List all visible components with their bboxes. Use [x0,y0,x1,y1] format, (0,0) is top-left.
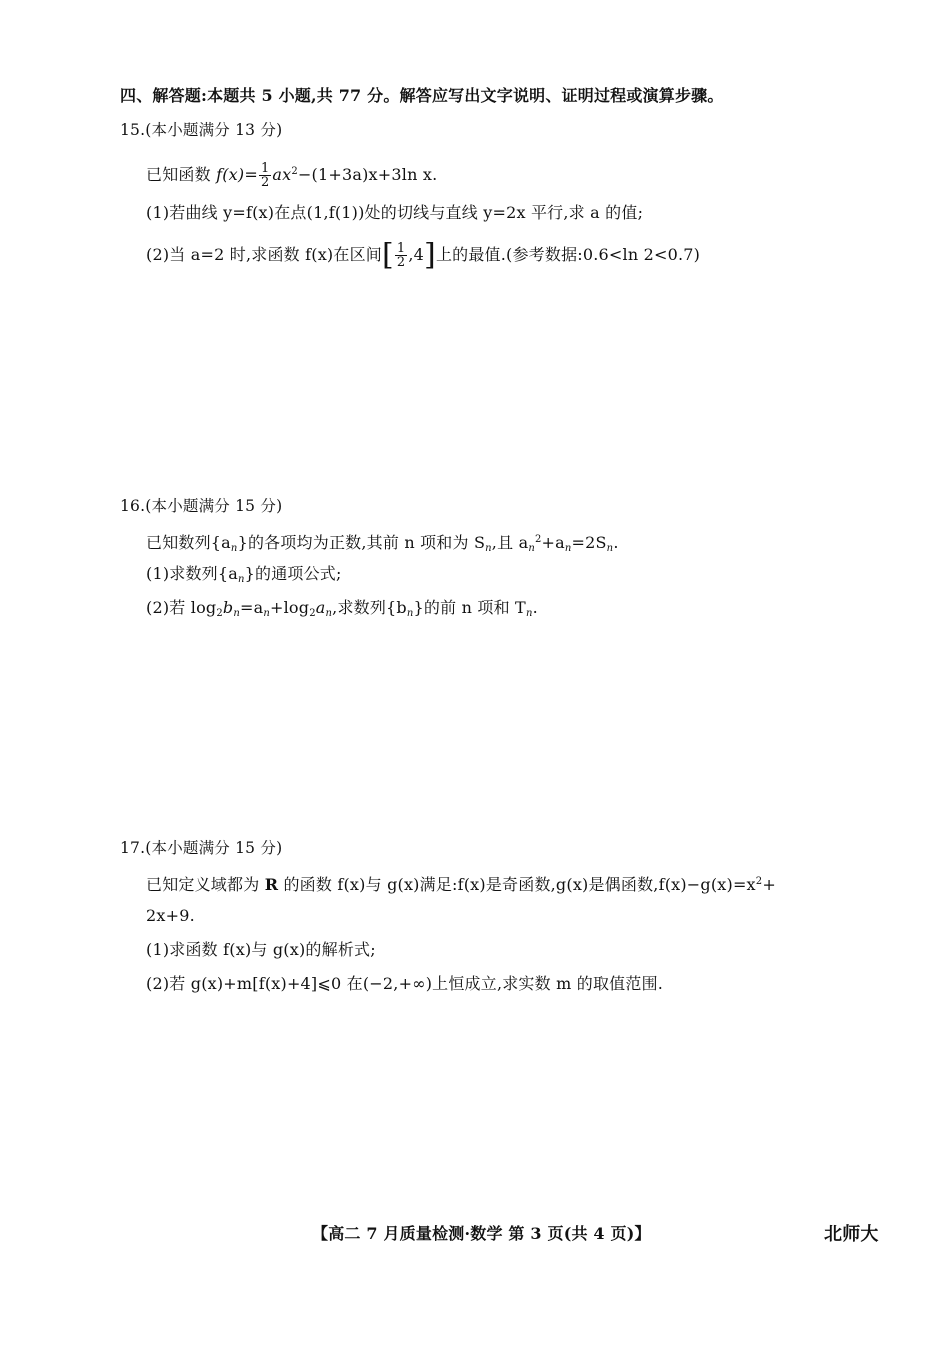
q17-stem-b: 的函数 f(x)与 g(x)满足:f(x)是奇函数,g(x)是偶函数,f(x)−g(x)=x [278,875,756,894]
q15-stem-fx: f(x) [216,165,245,184]
q17-stem-a: 已知定义域都为 [146,875,265,894]
q15-stem-ax: ax [272,165,292,184]
q15-part2-mid: ,4 [408,245,425,264]
q15-part2-left-bracket: [ [381,237,394,273]
q16-part2-n3: n [325,608,333,619]
q16-part2-n2: n [263,608,270,619]
q15-stem-frac-num: 1 [260,161,270,176]
q16-stem [146,528,619,561]
q15-stem-eq: = [244,165,258,184]
q17-part1: (1)求函数 f(x)与 g(x)的解析式; [146,940,376,959]
q15-stem-frac-den: 2 [260,175,270,190]
q16-stem-n2: n [485,543,492,554]
q15-part2 [146,237,701,273]
q16-part2-c: =a [240,598,264,617]
q16-part2-e: a [315,598,326,617]
q16-stem-e: =2S [571,533,607,552]
q16-stem-n3: n [528,543,535,554]
q16-stem-f: . [613,533,619,552]
q16-part2-n4: n [406,608,414,619]
q16-part2-f: ,求数列{b [332,598,407,617]
q15-part1: (1)若曲线 y=f(x)在点(1,f(1))处的切线与直线 y=2x 平行,求 a 的值; [146,203,644,222]
q16-stem-a: 已知数列{a [146,533,231,552]
q15-stem [146,160,437,189]
q16-header: 16.(本小题满分 15 分) [120,497,283,515]
q16-stem-sq: 2 [534,534,542,545]
q17-stem-line1 [146,870,776,897]
q16-part2-n1: n [233,608,240,619]
q17-header: 17.(本小题满分 15 分) [120,839,283,857]
q16-part2-b: b [222,598,234,617]
q15-stem-rest: −(1+3a)x+3ln x. [297,165,438,184]
q16-stem-n1: n [230,543,238,554]
q16-part1-n: n [237,574,245,585]
q15-stem-prefix: 已知函数 [146,165,217,184]
q15-header: 15.(本小题满分 13 分) [120,121,283,139]
q16-part2-d: +log [270,598,310,617]
q16-part1-b: }的通项公式; [244,564,342,583]
q16-part2-a: (2)若 log [146,598,217,617]
footer-page-info: 【高二 7 月质量检测·数学 第 3 页(共 4 页)】 [312,1224,651,1243]
q15-stem-fraction [259,162,271,189]
q16-part1-a: (1)求数列{a [146,564,238,583]
footer-edition: 北师大 [824,1224,879,1245]
q15-stem-exp: 2 [291,166,298,177]
q15-part2-frac-den: 2 [396,255,406,270]
q15-part2-suffix: 上的最值.(参考数据:0.6<ln 2<0.7) [435,245,701,264]
q15-part2-prefix: (2)当 a=2 时,求函数 f(x)在区间 [146,245,382,264]
q15-part2-fraction [395,242,407,269]
q16-part2-h: . [532,598,538,617]
q16-part2-2a: 2 [216,608,223,619]
q15-part2-frac-num: 1 [396,241,406,256]
q17-stem-c: + [762,875,776,894]
q16-part2-n5: n [525,608,533,619]
q16-stem-n5: n [606,543,614,554]
q16-part2-2b: 2 [309,608,316,619]
q17-stem-line2: 2x+9. [146,906,195,925]
q17-stem-R: R [264,875,279,894]
q16-part2-g: }的前 n 项和 T [413,598,526,617]
q15-part2-right-bracket: ] [424,237,436,273]
q17-stem-sq: 2 [755,876,763,887]
q16-stem-d: +a [541,533,565,552]
section-heading: 四、解答题:本题共 5 小题,共 77 分。解答应写出文字说明、证明过程或演算步骤。 [120,86,724,105]
q17-part2: (2)若 g(x)+m[f(x)+4]⩽0 在(−2,+∞)上恒成立,求实数 m 的取值范围. [146,974,664,993]
q16-part1 [146,562,342,592]
q16-stem-b: }的各项均为正数,其前 n 项和为 S [237,533,486,552]
q16-part2 [146,596,538,626]
q16-stem-n4: n [564,543,572,554]
q16-stem-c: ,且 a [491,533,529,552]
